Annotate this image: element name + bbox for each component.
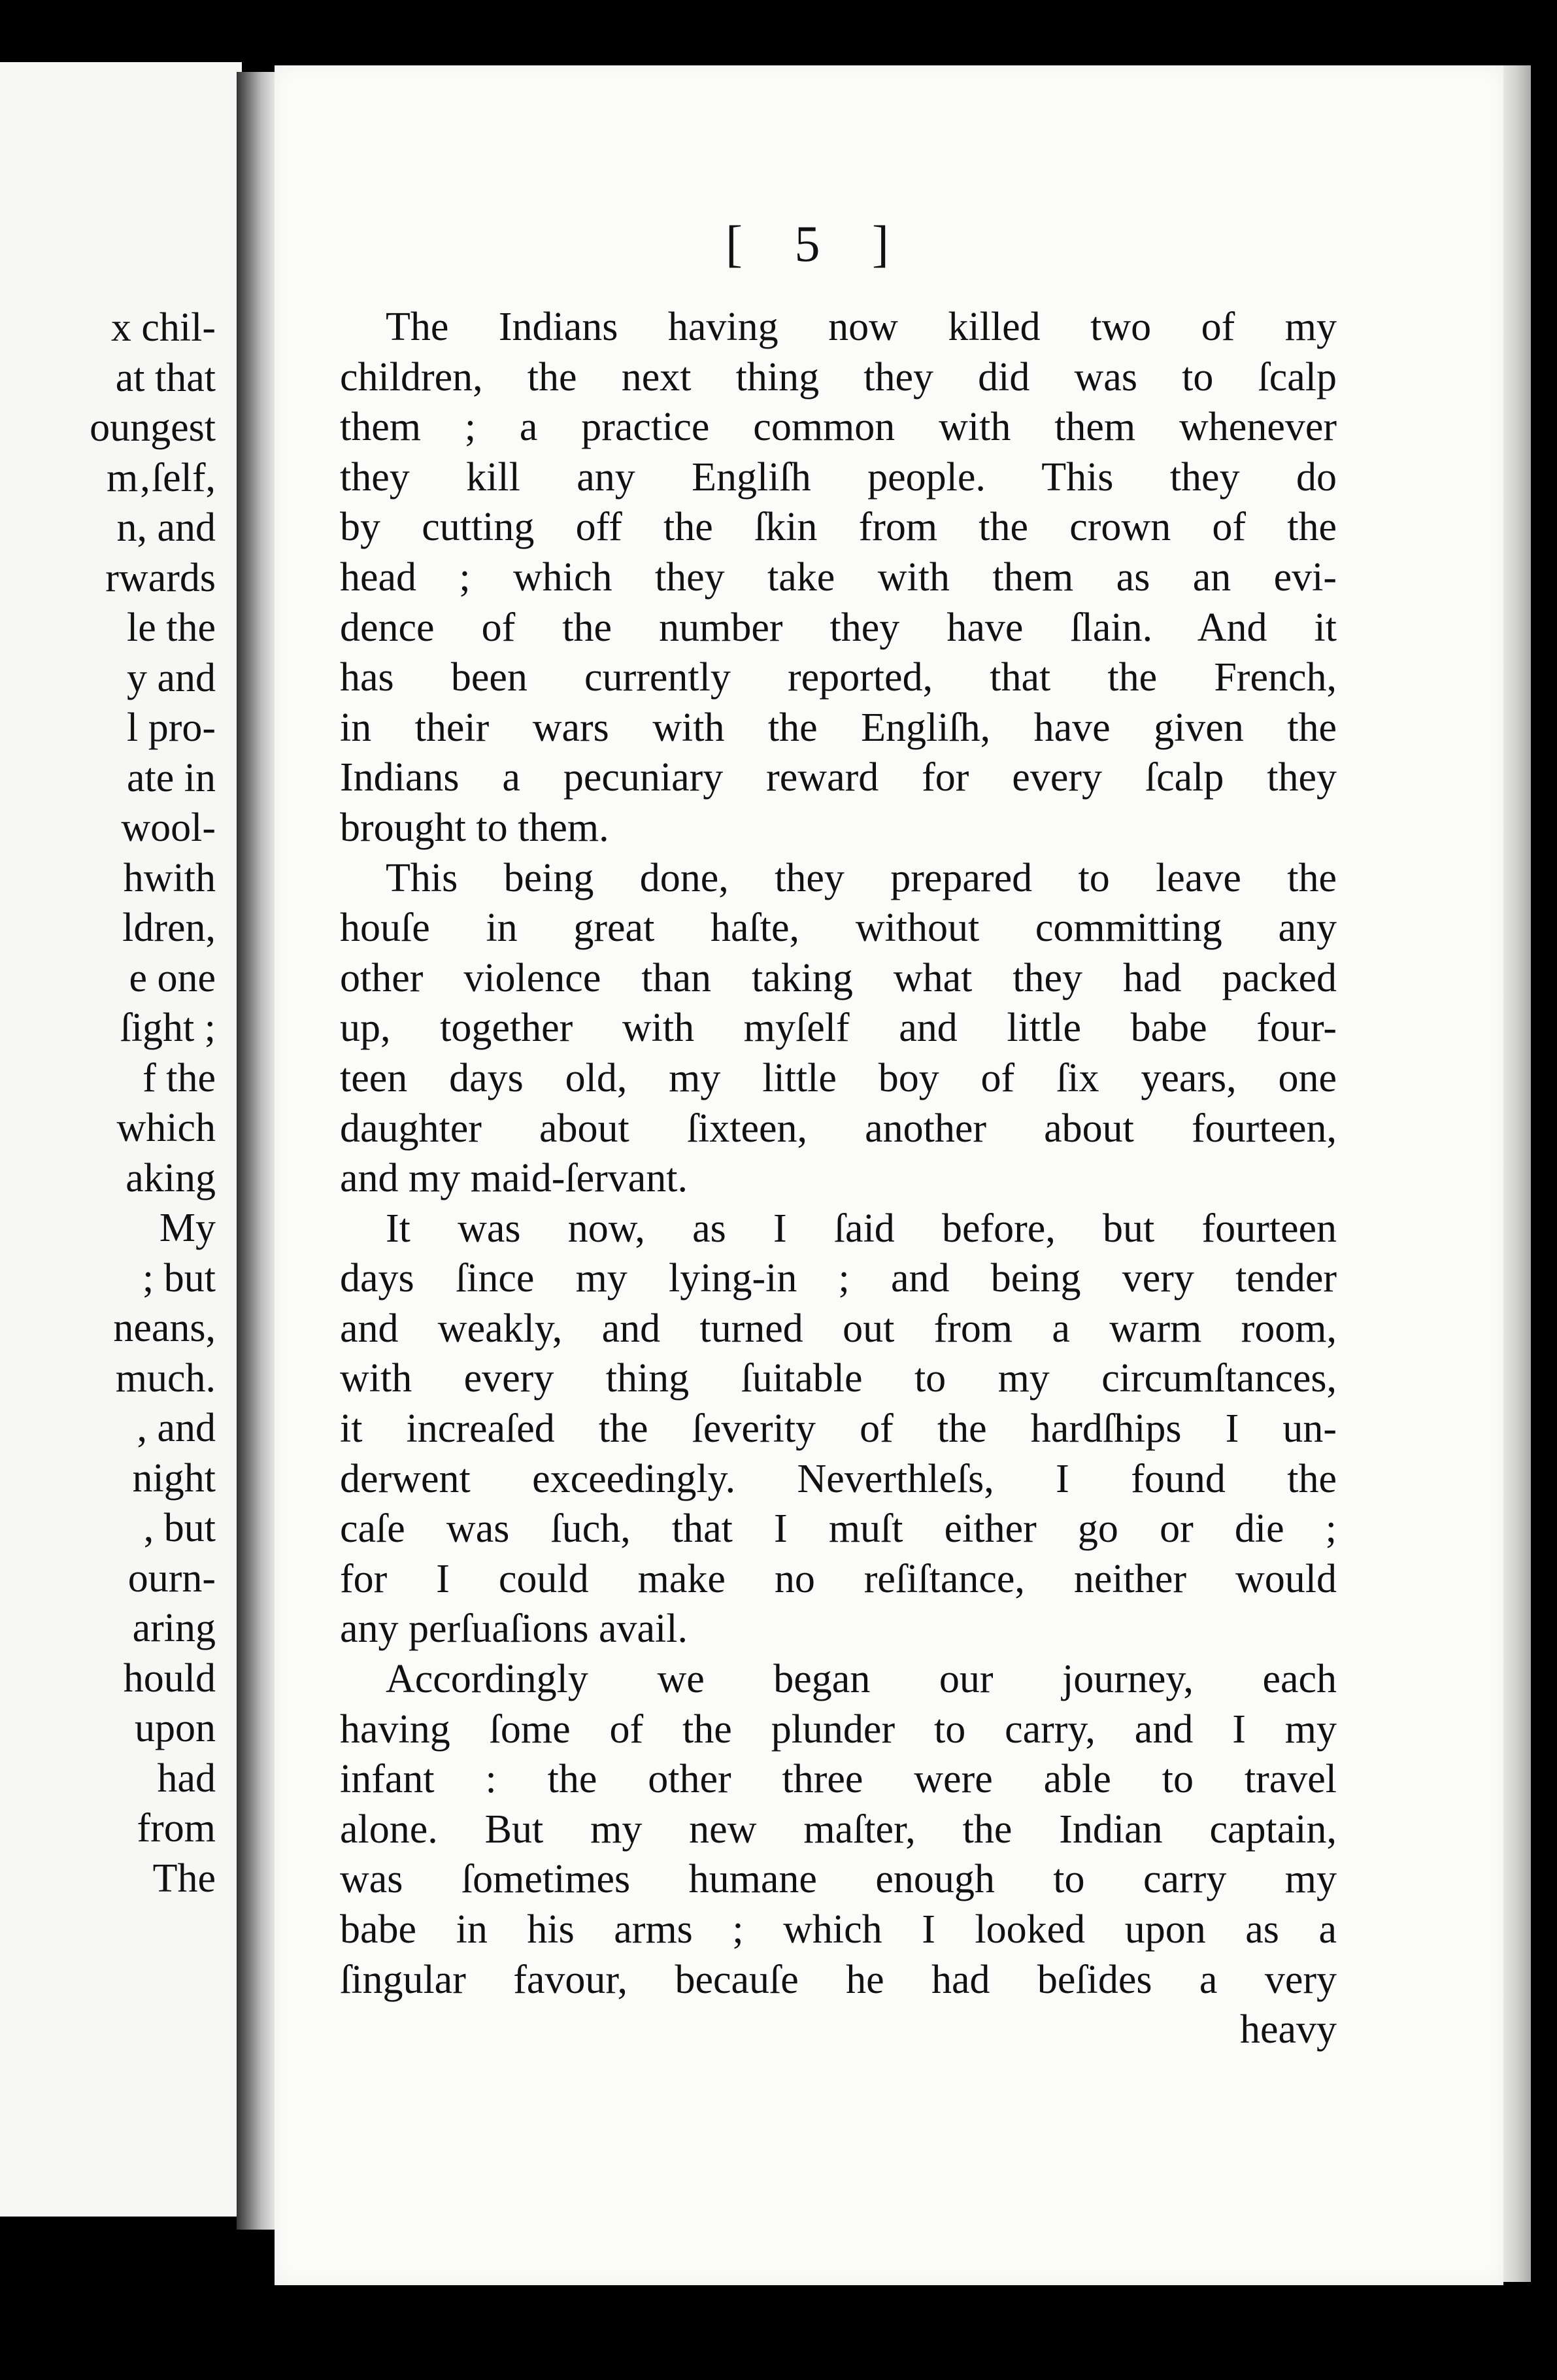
text-line: babe in his arms ; which I looked upon as a	[340, 1907, 1337, 1952]
text-line: dence of the number they have ſlain. And it	[340, 605, 1337, 650]
text-line: and weakly, and turned out from a warm room,	[340, 1306, 1337, 1351]
left-page-line: upon	[135, 1706, 216, 1750]
left-page-line: at that	[115, 355, 216, 400]
text-line: heavy	[1239, 2007, 1337, 2052]
page-edge	[1503, 65, 1531, 2282]
left-page-line: much.	[115, 1355, 216, 1401]
left-page-line: oungest	[90, 405, 216, 450]
left-page-line: wool-	[121, 806, 216, 850]
left-page-line: m‚ſelf,	[107, 455, 216, 500]
text-line: derwent exceedingly. Neverthleſs, I found the	[340, 1456, 1337, 1501]
left-page-line: from	[137, 1806, 216, 1850]
text-line: with every thing ſuitable to my circumſtances,	[340, 1356, 1337, 1401]
text-line: it increaſed the ſeverity of the hardſhips I un-	[340, 1406, 1337, 1452]
left-page-line: ate in	[127, 755, 216, 800]
left-page-line: ; but	[142, 1255, 216, 1300]
left-page-line: ourn-	[127, 1556, 216, 1601]
left-page-line: e one	[129, 955, 216, 1000]
text-line: houſe in great haſte, without committing any	[340, 906, 1337, 951]
left-page-line: rwards	[105, 555, 216, 600]
left-page-line: n, and	[116, 505, 216, 550]
left-page-text	[0, 303, 216, 1903]
text-line: infant : the other three were able to travel	[340, 1757, 1337, 1802]
text-line: It was now, as I ſaid before, but fourteen	[386, 1206, 1337, 1251]
text-line: has been currently reported, that the French,	[340, 655, 1337, 700]
left-page-line: f the	[142, 1055, 216, 1100]
text-line: ſingular favour, becauſe he had beſides a very	[340, 1957, 1337, 2002]
text-line: daughter about ſixteen, another about fourteen,	[340, 1106, 1337, 1151]
text-line: head ; which they take with them as an evi-	[340, 554, 1337, 600]
text-line: in their wars with the Engliſh, have given the	[340, 705, 1337, 750]
left-page-line: aring	[132, 1606, 216, 1650]
body-text	[340, 302, 1337, 2055]
book-gutter	[237, 72, 277, 2230]
left-page	[0, 62, 242, 2217]
text-line: The Indians having now killed two of my	[386, 305, 1337, 349]
text-line: Indians a pecuniary reward for every ſcalp they	[340, 755, 1337, 800]
text-line: they kill any Engliſh people. This they do	[340, 454, 1337, 500]
left-page-line: , and	[137, 1406, 216, 1450]
left-page-line: aking	[126, 1155, 216, 1200]
text-line: days ſince my lying-in ; and being very tender	[340, 1256, 1337, 1301]
text-line: alone. But my new maſter, the Indian captain,	[340, 1807, 1337, 1852]
text-line: Accordingly we began our journey, each	[386, 1657, 1337, 1702]
text-line: teen days old, my little boy of ſix years, one	[340, 1055, 1337, 1100]
left-page-line: ſight ;	[120, 1006, 216, 1050]
text-line: and my maid-ſervant.	[340, 1156, 688, 1201]
page-number: [ 5 ]	[726, 215, 909, 272]
left-page-line: My	[159, 1206, 216, 1250]
text-line: by cutting off the ſkin from the crown of the	[340, 505, 1337, 550]
left-page-line: , but	[143, 1506, 216, 1550]
left-page-line: l pro-	[126, 706, 216, 750]
text-line: any perſuaſions avail.	[340, 1606, 688, 1652]
text-line: having ſome of the plunder to carry, and I my	[340, 1707, 1337, 1752]
left-page-line: x chil-	[110, 305, 216, 350]
left-page-line: hwith	[123, 855, 216, 900]
left-page-line: night	[132, 1455, 216, 1501]
left-page-line: which	[116, 1106, 216, 1150]
text-line: was ſometimes humane enough to carry my	[340, 1857, 1337, 1902]
left-page-line: ldren,	[122, 906, 216, 950]
left-page-line: neans,	[113, 1306, 216, 1350]
text-line: for I could make no reſiſtance, neither would	[340, 1556, 1337, 1601]
text-line: caſe was ſuch, that I muſt either go or die ;	[340, 1506, 1337, 1552]
text-line: up, together with myſelf and little babe four-	[340, 1006, 1337, 1051]
left-page-line: le the	[127, 605, 216, 650]
left-page-line: y and	[126, 655, 216, 700]
text-line: This being done, they prepared to leave the	[386, 855, 1337, 900]
left-page-line: The	[152, 1856, 216, 1901]
text-line: other violence than taking what they had packed	[340, 955, 1337, 1000]
left-page-line: had	[157, 1756, 216, 1801]
left-page-line: hould	[123, 1656, 216, 1701]
text-line: brought to them.	[340, 805, 609, 850]
text-line: them ; a practice common with them whenever	[340, 405, 1337, 450]
text-line: children, the next thing they did was to ſcalp	[340, 354, 1337, 400]
